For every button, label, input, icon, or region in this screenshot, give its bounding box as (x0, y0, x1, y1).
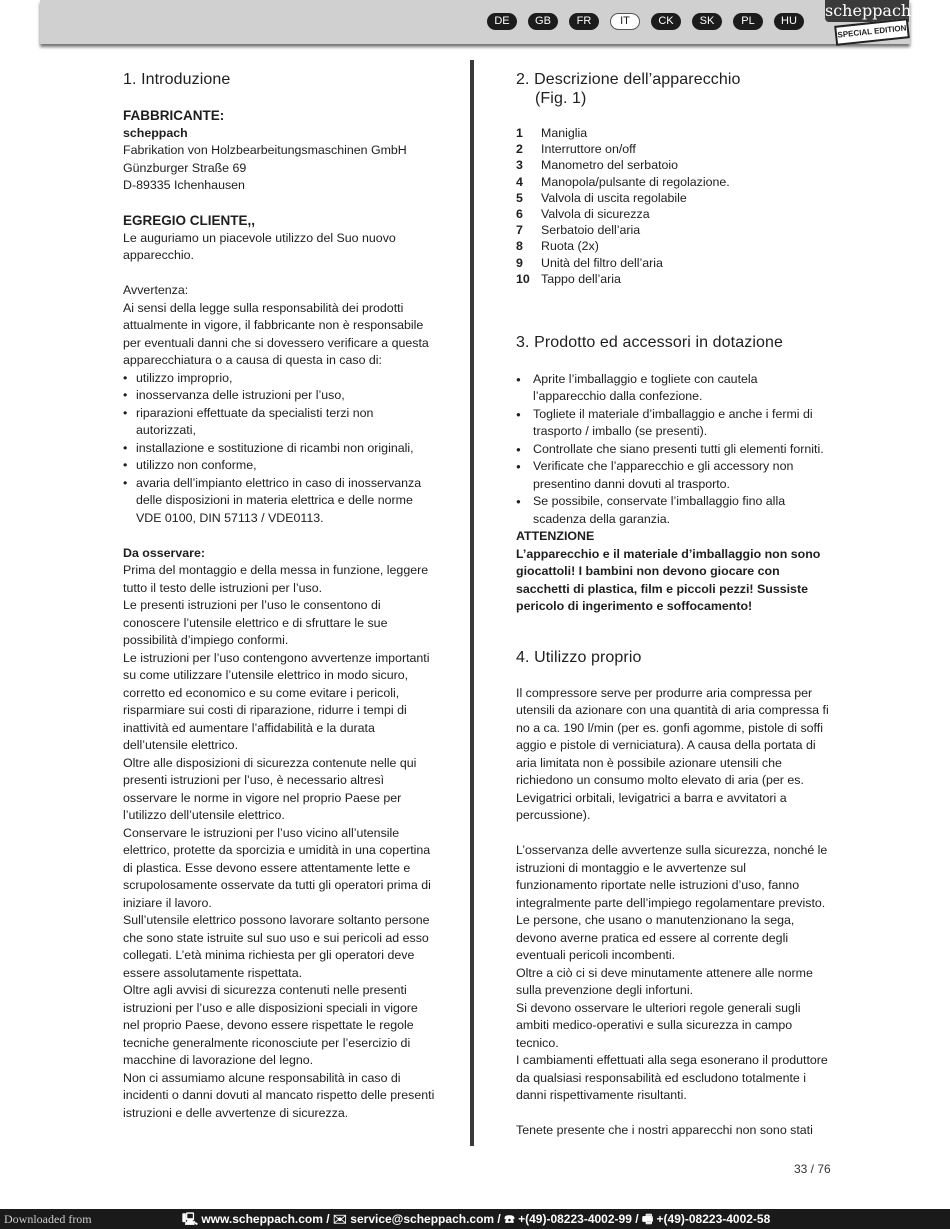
observe-paragraph: Le istruzioni per l’uso contengono avvertenze importanti su come utilizzare l’utensile elettrico in modo sicuro, corretto ed economico e su come evitare i pericoli, risparmiare sui costi di riparazione, ridurre i tempi di inattività ed aumentare l’affidabilità e la durata dell’utensile elettrico. (123, 650, 430, 752)
section-title-scope: 3. Prodotto ed accessori in dotazione (516, 333, 783, 351)
scope-list (516, 371, 830, 529)
contact-info[interactable]: 🖳 www.scheppach.com / ✉ service@scheppach.com / ☎ +(49)-08223-4002-99 / 🖷 +(49)-08223-4002-58 (182, 1212, 771, 1226)
contact-footer (0, 1209, 950, 1229)
attention-text: L’apparecchio e il materiale d’imballaggio non sono giocattoli! I bambini non devono giocare con sacchetti di plastica, film e piccoli pezzi! Sussiste pericolo di ingerimento e soffocamento! (516, 546, 821, 614)
part-number: 10 (516, 271, 530, 286)
list-item: ● Aprite l’imballaggio e togliete con cautela l’apparecchio dalla confezione. (516, 371, 830, 406)
use-paragraph: Il compressore serve per produrre aria compressa per utensili da azionare con una quantità di aria compressa fi no a ca. 190 l/min (per es. gonfi agomme, pistole di soffi aggio e pistole di verniciatura). A causa della portata di aria limitata non è possibile azionare utensili che richiedono un consumo molto elevato di aria (per es. Levigatrici orbitali, levigatrici a barra e avvitatori a percussione). (516, 685, 829, 823)
column-divider (470, 60, 474, 1146)
warning-label: Avvertenza: (123, 283, 189, 297)
list-item: ● Se possibile, conservate l’imballaggio fino alla scadenza della garanzia. (516, 493, 830, 528)
use-paragraph: Le persone, che usano o manutenzionano la sega, devono averne pratica ed essere al corrente degli eventuali pericoli incombenti. (516, 913, 795, 963)
lang-it-button[interactable]: IT (610, 13, 640, 30)
use-paragraph: Oltre a ciò ci si deve minutamente attenere alle norme sulla prevenzione degli infortuni. (516, 965, 813, 998)
part-number: 9 (516, 255, 523, 270)
observe-paragraph: Oltre alle disposizioni di sicurezza contenute nelle qui presenti istruzioni per l’uso, è necessario altresì osservare le norme in vigore nel proprio Paese per l’utilizzo dell’utensile elettrico. (123, 755, 417, 822)
list-item: • utilizzo improprio, (123, 370, 436, 388)
list-item: ● Verificate che l’apparecchio e gli accessory non presentino danni dovuti al trasporto. (516, 458, 830, 493)
part-number: 3 (516, 158, 523, 173)
manufacturer-heading: FABBRICANTE: (123, 108, 225, 123)
observe-paragraph: Prima del montaggio e della messa in funzione, leggere tutto il testo delle istruzioni per l’uso. (123, 563, 429, 595)
downloaded-from-text: Downloaded from (4, 1212, 92, 1226)
section-title-introduction: 1. Introduzione (123, 71, 231, 88)
section-title-description: 2. Descrizione dell’apparecchio (516, 71, 741, 88)
use-paragraph: I cambiamenti effettuati alla sega esonerano il produttore da qualsiasi responsabilità ed escludono totalmente i danni rispettivamente risultanti. (516, 1053, 828, 1103)
observe-paragraph: Oltre agli avvisi di sicurezza contenuti nelle presenti istruzioni per l’uso e alle disposizioni speciali in vigore nel proprio Paese, devono essere rispettate le regole tecniche generalmente riconosciute per l’esercizio di macchine di lavorazione del legno. (123, 983, 418, 1067)
observe-heading: Da osservare: (123, 545, 205, 560)
left-column (123, 70, 436, 1122)
list-item: • inosservanza delle istruzioni per l’uso, (123, 387, 436, 405)
parts-list (516, 125, 830, 287)
list-item (516, 271, 830, 287)
part-number: 4 (516, 174, 523, 189)
observe-paragraph: Sull’utensile elettrico possono lavorare soltanto persone che sono state istruite sul suo uso e sui pericoli ad esso collegati. L’età minima richiesta per gli operatori deve essere assolutamente rispettata. (123, 913, 430, 980)
warning-text: Ai sensi della legge sulla responsabilità dei prodotti attualmente in vigore, il fabbricante non è responsabile per eventuali danni che si dovessero verificare a questa apparecchiatura o a causa di questa in caso di: (123, 300, 429, 367)
list-item: • installazione e sostituzione di ricambi non originali, (123, 440, 436, 458)
observe-paragraph: Le presenti istruzioni per l’uso le consentono di conoscere l’utensile elettrico e di sfruttare le sue possibilità d’impiego conformi. (123, 598, 388, 647)
part-number: 6 (516, 206, 523, 221)
manufacturer-name: scheppach (123, 125, 188, 140)
manufacturer-line: Fabrikation von Holzbearbeitungsmaschinen GmbH (123, 143, 407, 157)
part-number: 8 (516, 239, 523, 254)
lang-hu-button[interactable]: HU (774, 13, 804, 30)
lang-pl-button[interactable]: PL (733, 13, 763, 30)
logo-badge: SPECIAL EDITION (834, 18, 910, 46)
list-item: • riparazioni effettuate da specialisti terzi non autorizzati, (123, 405, 436, 440)
observe-paragraph: Non ci assumiamo alcune responsabilità in caso di incidenti o danni dovuti al mancato rispetto delle presenti istruzioni e delle avvertenze di sicurezza. (123, 1070, 435, 1120)
part-number: 5 (516, 190, 523, 205)
part-name: Serbatoio dell’aria (541, 223, 641, 238)
part-name: Interruttore on/off (541, 142, 636, 157)
manufacturer-line: D-89335 Ichenhausen (123, 178, 245, 192)
list-item (516, 222, 830, 238)
scheppach-logo (825, 0, 912, 42)
list-item (516, 238, 830, 254)
part-name: Maniglia (541, 126, 588, 140)
lang-fr-button[interactable]: FR (569, 13, 599, 30)
list-item (516, 174, 830, 190)
right-column (516, 70, 830, 1140)
lang-de-button[interactable]: DE (487, 13, 517, 30)
part-number: 7 (516, 223, 523, 238)
list-item (516, 206, 830, 222)
list-item: • avaria dell’impianto elettrico in caso di inosservanza delle disposizioni in materia elettrica e delle norme VDE 0100, DIN 57113 / VDE0113. (123, 475, 436, 528)
page-number: 33 / 76 (794, 1162, 831, 1176)
list-item (516, 141, 830, 157)
part-name: Manometro del serbatoio (541, 158, 679, 173)
use-paragraph: Si devono osservare le ulteriori regole generali sugli ambiti medico-operativi e sulla sicurezza in campo tecnico. (516, 1000, 801, 1050)
warning-list (123, 370, 436, 528)
lang-ck-button[interactable]: CK (651, 13, 681, 30)
attention-label: ATTENZIONE (516, 529, 595, 544)
language-selector (487, 13, 815, 30)
customer-heading: EGREGIO CLIENTE,, (123, 213, 256, 228)
list-item (516, 190, 830, 206)
use-paragraph: L’osservanza delle avvertenze sulla sicurezza, nonché le istruzioni di montaggio e le avvertenze sul funzionamento riportate nelle istruzioni d’uso, fanno integralmente parte dell’impiego regolamentare previsto. (516, 843, 828, 910)
part-number: 1 (516, 126, 523, 140)
observe-paragraph: Conservare le istruzioni per l’uso vicino all’utensile elettrico, protette da sporcizia e umidità in una copertina di plastica. Esse devono essere attentamente lette e scrupolosamente osservate da tutti gli operatori prima di iniziare il lavoro. (123, 825, 431, 910)
part-name: Valvola di sicurezza (541, 206, 650, 221)
part-name: Manopola/pulsante di regolazione. (541, 174, 730, 189)
list-item (516, 157, 830, 173)
part-number: 2 (516, 142, 523, 157)
part-name: Ruota (2x) (541, 239, 599, 254)
list-item: • utilizzo non conforme, (123, 457, 436, 475)
part-name: Unità del filtro dell’aria (541, 255, 663, 270)
customer-text: Le auguriamo un piacevole utilizzo del Suo nuovo apparecchio. (123, 230, 396, 262)
use-paragraph: Tenete presente che i nostri apparecchi non sono stati (516, 1123, 813, 1138)
page-header (40, 0, 910, 44)
list-item: ● Togliete il materiale d’imballaggio e anche i fermi di trasporto / imballo (se presenti). (516, 406, 830, 441)
list-item (516, 255, 830, 271)
part-name: Valvola di uscita regolabile (541, 190, 687, 205)
list-item (516, 125, 830, 141)
part-name: Tappo dell’aria (541, 271, 621, 286)
lang-gb-button[interactable]: GB (528, 13, 558, 30)
section-title-description-fig: (Fig. 1) (535, 90, 587, 107)
section-title-use: 4. Utilizzo proprio (516, 648, 642, 666)
list-item: ● Controllate che siano presenti tutti gli elementi forniti. (516, 441, 830, 459)
logo-wordmark: scheppach (825, 1, 912, 20)
manufacturer-line: Günzburger Straße 69 (123, 160, 247, 175)
lang-sk-button[interactable]: SK (692, 13, 722, 30)
